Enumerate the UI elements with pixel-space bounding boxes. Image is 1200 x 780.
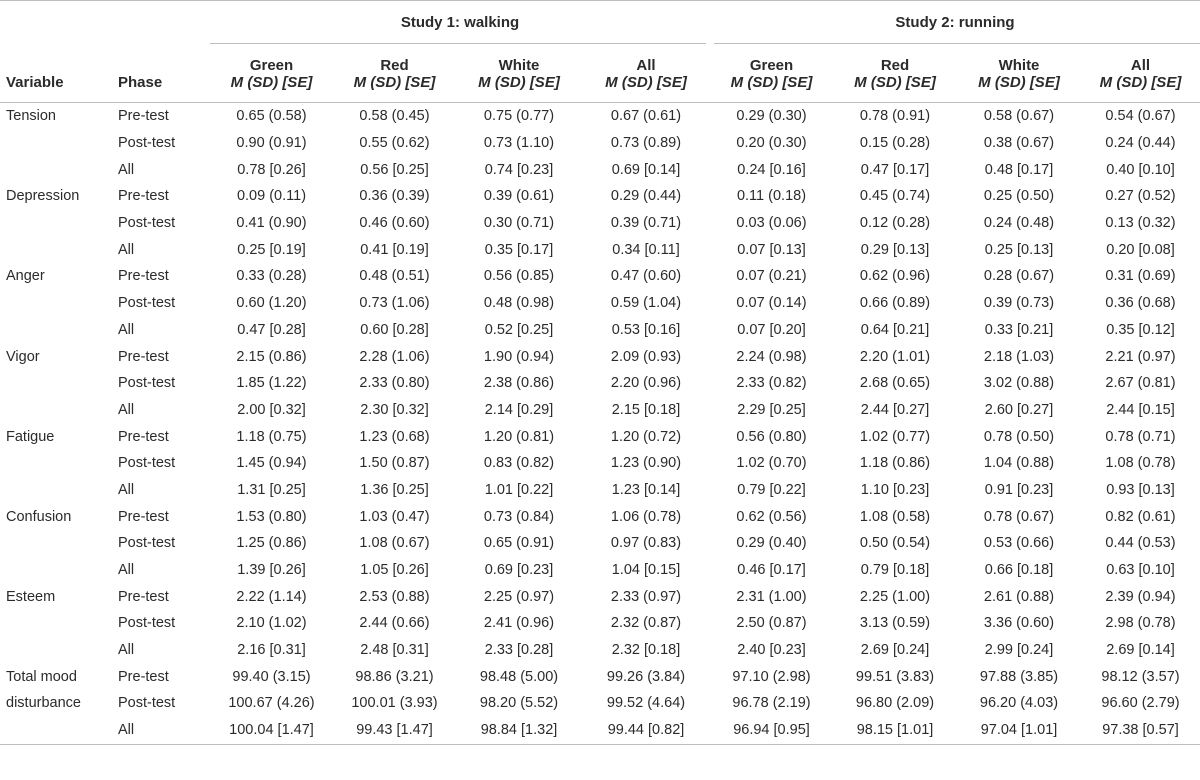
group-header: All (1130, 57, 1151, 74)
value-cell: 1.05 [0.26] (360, 562, 429, 579)
value-cell: 0.83 (0.82) (483, 455, 555, 472)
variable-cell (0, 370, 118, 397)
value-cell: 0.53 [0.16] (611, 321, 681, 338)
value-cell: 0.66 (0.89) (859, 295, 931, 312)
value-cell: 0.56 (0.85) (483, 268, 555, 285)
group-header: Green (749, 57, 794, 74)
value-cell: 2.09 (0.93) (610, 348, 682, 365)
phase-cell: Pre-test (118, 508, 169, 525)
value-cell: 0.63 [0.10] (1106, 562, 1175, 579)
phase-cell: Pre-test (118, 108, 169, 125)
value-cell: 0.07 (0.14) (736, 295, 807, 312)
value-cell: 0.44 (0.53) (1105, 535, 1176, 552)
value-cell: 0.38 (0.67) (983, 135, 1055, 152)
table-row (0, 690, 1200, 717)
value-cell: 0.64 [0.21] (860, 321, 930, 338)
table-row (0, 103, 1200, 130)
value-cell: 0.07 [0.13] (737, 241, 806, 258)
value-cell: 0.67 (0.61) (610, 108, 682, 125)
value-cell: 0.47 (0.60) (610, 268, 682, 285)
variable-cell: Fatigue (6, 428, 55, 445)
value-cell: 0.60 [0.28] (360, 321, 429, 338)
group-header: Green (249, 57, 294, 74)
table-row (0, 290, 1200, 317)
value-cell: 0.24 (0.44) (1105, 135, 1176, 152)
study2-title: Study 2: running (895, 13, 1015, 31)
variable-cell (0, 530, 118, 557)
value-cell: 1.23 (0.68) (359, 428, 430, 445)
group-header: Red (380, 57, 409, 74)
stat-label: M (SD) [SE] (854, 74, 936, 91)
value-cell: 2.20 (0.96) (610, 375, 682, 392)
value-cell: 0.36 (0.68) (1105, 295, 1176, 312)
value-cell: 2.25 (1.00) (859, 588, 931, 605)
bottom-rule (0, 744, 1200, 745)
value-cell: 0.52 [0.25] (484, 321, 554, 338)
phase-cell: All (118, 321, 135, 338)
table-row (0, 317, 1200, 344)
value-cell: 0.91 [0.23] (984, 481, 1054, 498)
value-cell: 0.20 (0.30) (736, 135, 807, 152)
table-row (0, 343, 1200, 370)
value-cell: 0.28 (0.67) (983, 268, 1055, 285)
value-cell: 0.73 (0.84) (483, 508, 555, 525)
value-cell: 0.47 [0.28] (237, 321, 306, 338)
group-header-row (0, 44, 1200, 74)
variable-cell (0, 130, 118, 157)
value-cell: 98.15 [1.01] (856, 722, 934, 739)
value-cell: 0.97 (0.83) (610, 535, 682, 552)
value-cell: 1.18 (0.86) (859, 455, 931, 472)
phase-cell: All (118, 481, 135, 498)
value-cell: 0.73 (0.89) (610, 135, 682, 152)
table-row (0, 637, 1200, 664)
value-cell: 0.90 (0.91) (236, 135, 307, 152)
value-cell: 2.20 (1.01) (859, 348, 931, 365)
value-cell: 2.99 [0.24] (984, 642, 1054, 659)
value-cell: 2.00 [0.32] (237, 401, 306, 418)
value-cell: 1.08 (0.78) (1105, 455, 1176, 472)
value-cell: 2.31 (1.00) (736, 588, 807, 605)
value-cell: 0.55 (0.62) (359, 135, 430, 152)
variable-cell (0, 450, 118, 477)
value-cell: 1.02 (0.70) (736, 455, 807, 472)
value-cell: 0.40 [0.10] (1106, 161, 1175, 178)
stat-label: M (SD) [SE] (230, 74, 313, 91)
value-cell: 100.67 (4.26) (228, 695, 315, 712)
phase-header: Phase (118, 74, 163, 91)
value-cell: 2.50 (0.87) (736, 615, 807, 632)
value-cell: 2.14 [0.29] (484, 401, 554, 418)
phase-cell: Post-test (118, 695, 176, 712)
group-header: White (998, 57, 1040, 74)
value-cell: 1.90 (0.94) (483, 348, 555, 365)
phase-cell: All (118, 642, 135, 659)
stat-header-row (0, 74, 1200, 103)
value-cell: 2.39 (0.94) (1105, 588, 1176, 605)
value-cell: 2.53 (0.88) (359, 588, 430, 605)
value-cell: 0.30 (0.71) (483, 215, 555, 232)
stat-label: M (SD) [SE] (1099, 74, 1182, 91)
value-cell: 3.13 (0.59) (859, 615, 931, 632)
value-cell: 1.02 (0.77) (859, 428, 931, 445)
value-cell: 2.15 [0.18] (611, 401, 681, 418)
phase-cell: Post-test (118, 535, 176, 552)
value-cell: 0.25 [0.13] (984, 241, 1054, 258)
value-cell: 0.53 (0.66) (983, 535, 1055, 552)
value-cell: 0.07 (0.21) (736, 268, 807, 285)
value-cell: 0.66 [0.18] (984, 562, 1054, 579)
value-cell: 97.04 [1.01] (980, 722, 1058, 739)
variable-cell: Confusion (6, 508, 72, 525)
value-cell: 0.78 [0.26] (237, 161, 306, 178)
stat-label: M (SD) [SE] (478, 74, 560, 91)
value-cell: 2.21 (0.97) (1105, 348, 1176, 365)
value-cell: 2.24 (0.98) (736, 348, 807, 365)
value-cell: 100.04 [1.47] (229, 722, 314, 739)
value-cell: 1.39 [0.26] (237, 562, 306, 579)
value-cell: 2.69 [0.14] (1106, 642, 1175, 659)
value-cell: 0.31 (0.69) (1105, 268, 1176, 285)
value-cell: 0.39 (0.71) (610, 215, 682, 232)
variable-cell (0, 477, 118, 504)
value-cell: 1.25 (0.86) (236, 535, 307, 552)
stat-label: M (SD) [SE] (978, 74, 1060, 91)
value-cell: 0.79 [0.18] (860, 562, 930, 579)
value-cell: 0.29 (0.40) (736, 535, 807, 552)
value-cell: 1.08 (0.58) (859, 508, 931, 525)
value-cell: 98.12 (3.57) (1101, 668, 1180, 685)
table-row (0, 210, 1200, 237)
value-cell: 96.94 [0.95] (733, 722, 810, 739)
value-cell: 0.41 (0.90) (236, 215, 307, 232)
value-cell: 0.46 (0.60) (359, 215, 430, 232)
value-cell: 0.07 [0.20] (737, 321, 806, 338)
value-cell: 2.61 (0.88) (983, 588, 1055, 605)
variable-cell: Esteem (6, 588, 56, 605)
value-cell: 98.20 (5.52) (479, 695, 559, 712)
value-cell: 1.85 (1.22) (236, 375, 307, 392)
value-cell: 0.62 (0.56) (736, 508, 807, 525)
variable-cell (0, 397, 118, 424)
value-cell: 0.48 (0.98) (483, 295, 555, 312)
value-cell: 0.78 (0.91) (859, 108, 931, 125)
value-cell: 0.12 (0.28) (859, 215, 931, 232)
variable-cell (0, 290, 118, 317)
table-row (0, 477, 1200, 504)
value-cell: 0.27 (0.52) (1105, 188, 1176, 205)
value-cell: 2.38 (0.86) (483, 375, 555, 392)
study1-title: Study 1: walking (400, 13, 520, 31)
value-cell: 1.45 (0.94) (236, 455, 307, 472)
phase-cell: Pre-test (118, 588, 169, 605)
table-row (0, 717, 1200, 744)
value-cell: 0.69 [0.14] (611, 161, 681, 178)
value-cell: 0.24 (0.48) (983, 215, 1055, 232)
value-cell: 0.74 [0.23] (484, 161, 554, 178)
variable-cell: Vigor (6, 348, 40, 365)
value-cell: 1.20 (0.72) (610, 428, 682, 445)
table-row (0, 530, 1200, 557)
variable-cell: Depression (6, 188, 80, 205)
table-row (0, 263, 1200, 290)
value-cell: 99.26 (3.84) (606, 668, 686, 685)
value-cell: 2.33 (0.80) (359, 375, 430, 392)
value-cell: 1.23 [0.14] (611, 481, 681, 498)
value-cell: 0.58 (0.45) (359, 108, 430, 125)
value-cell: 1.18 (0.75) (236, 428, 307, 445)
value-cell: 99.52 (4.64) (606, 695, 686, 712)
table-row (0, 370, 1200, 397)
phase-cell: All (118, 161, 135, 178)
value-cell: 96.78 (2.19) (732, 695, 811, 712)
value-cell: 0.54 (0.67) (1105, 108, 1176, 125)
variable-cell: Total mood (6, 668, 77, 685)
variable-cell (0, 610, 118, 637)
value-cell: 2.10 (1.02) (236, 615, 307, 632)
value-cell: 98.84 [1.32] (480, 722, 558, 739)
stat-label: M (SD) [SE] (353, 74, 436, 91)
value-cell: 0.39 (0.61) (483, 188, 555, 205)
table-row (0, 610, 1200, 637)
value-cell: 2.16 [0.31] (237, 642, 306, 659)
variable-cell (0, 156, 118, 183)
value-cell: 3.36 (0.60) (983, 615, 1055, 632)
value-cell: 99.43 [1.47] (356, 722, 433, 739)
value-cell: 1.10 [0.23] (860, 481, 930, 498)
value-cell: 0.50 (0.54) (859, 535, 931, 552)
value-cell: 2.98 (0.78) (1105, 615, 1176, 632)
value-cell: 2.22 (1.14) (236, 588, 307, 605)
value-cell: 0.48 [0.17] (984, 161, 1054, 178)
value-cell: 2.60 [0.27] (984, 401, 1054, 418)
table-row (0, 663, 1200, 690)
value-cell: 1.36 [0.25] (360, 481, 429, 498)
table-row (0, 156, 1200, 183)
phase-cell: All (118, 722, 135, 739)
value-cell: 0.48 (0.51) (359, 268, 430, 285)
table-row (0, 423, 1200, 450)
table-row (0, 450, 1200, 477)
value-cell: 0.69 [0.23] (484, 562, 554, 579)
phase-cell: Pre-test (118, 268, 169, 285)
variable-cell (0, 557, 118, 584)
phase-cell: Post-test (118, 135, 176, 152)
value-cell: 0.59 (1.04) (610, 295, 682, 312)
phase-cell: Pre-test (118, 188, 169, 205)
value-cell: 2.33 [0.28] (484, 642, 554, 659)
value-cell: 0.46 [0.17] (737, 562, 806, 579)
value-cell: 98.86 (3.21) (355, 668, 434, 685)
phase-cell: All (118, 401, 135, 418)
value-cell: 2.33 (0.82) (736, 375, 807, 392)
value-cell: 0.65 (0.91) (483, 535, 555, 552)
value-cell: 2.40 [0.23] (737, 642, 806, 659)
phase-cell: Post-test (118, 615, 176, 632)
value-cell: 0.20 [0.08] (1106, 241, 1175, 258)
value-cell: 0.78 (0.71) (1105, 428, 1176, 445)
table-row (0, 583, 1200, 610)
value-cell: 99.51 (3.83) (855, 668, 935, 685)
value-cell: 0.82 (0.61) (1105, 508, 1176, 525)
variable-cell (0, 317, 118, 344)
table-row (0, 236, 1200, 263)
value-cell: 0.09 (0.11) (236, 188, 307, 205)
value-cell: 2.68 (0.65) (859, 375, 931, 392)
table-row (0, 183, 1200, 210)
value-cell: 0.29 (0.44) (610, 188, 682, 205)
value-cell: 97.88 (3.85) (979, 668, 1059, 685)
value-cell: 2.25 (0.97) (483, 588, 555, 605)
value-cell: 0.73 (1.10) (483, 135, 555, 152)
value-cell: 97.38 [0.57] (1102, 722, 1179, 739)
value-cell: 1.53 (0.80) (236, 508, 307, 525)
value-cell: 0.25 [0.19] (237, 241, 306, 258)
value-cell: 1.01 [0.22] (484, 481, 554, 498)
value-cell: 0.39 (0.73) (983, 295, 1055, 312)
value-cell: 2.18 (1.03) (983, 348, 1055, 365)
value-cell: 2.67 (0.81) (1105, 375, 1176, 392)
value-cell: 2.48 [0.31] (360, 642, 429, 659)
value-cell: 0.29 [0.13] (860, 241, 930, 258)
value-cell: 2.32 [0.18] (611, 642, 681, 659)
value-cell: 0.56 [0.25] (360, 161, 429, 178)
value-cell: 1.04 (0.88) (983, 455, 1055, 472)
value-cell: 1.03 (0.47) (359, 508, 430, 525)
value-cell: 1.31 [0.25] (237, 481, 306, 498)
study-header-row (0, 1, 1200, 44)
group-header: Red (880, 57, 910, 74)
value-cell: 3.02 (0.88) (983, 375, 1055, 392)
value-cell: 0.03 (0.06) (736, 215, 807, 232)
value-cell: 0.33 (0.28) (236, 268, 307, 285)
group-header: All (636, 57, 656, 74)
value-cell: 100.01 (3.93) (351, 695, 438, 712)
value-cell: 0.78 (0.67) (983, 508, 1055, 525)
phase-cell: Pre-test (118, 428, 169, 445)
value-cell: 1.08 (0.67) (359, 535, 430, 552)
table-row (0, 557, 1200, 584)
value-cell: 0.33 [0.21] (984, 321, 1054, 338)
value-cell: 0.78 (0.50) (983, 428, 1055, 445)
value-cell: 0.79 [0.22] (737, 481, 806, 498)
value-cell: 0.13 (0.32) (1105, 215, 1176, 232)
value-cell: 0.15 (0.28) (859, 135, 931, 152)
stat-label: M (SD) [SE] (605, 74, 687, 91)
value-cell: 1.50 (0.87) (359, 455, 430, 472)
value-cell: 1.20 (0.81) (483, 428, 555, 445)
phase-cell: All (118, 241, 135, 258)
value-cell: 96.80 (2.09) (855, 695, 935, 712)
value-cell: 99.40 (3.15) (232, 668, 311, 685)
variable-cell (0, 637, 118, 664)
value-cell: 0.34 [0.11] (612, 241, 680, 258)
phase-cell: Post-test (118, 375, 176, 392)
value-cell: 2.44 [0.27] (860, 401, 930, 418)
variable-header: Variable (6, 74, 64, 91)
value-cell: 1.06 (0.78) (610, 508, 682, 525)
value-cell: 0.65 (0.58) (236, 108, 307, 125)
value-cell: 2.30 [0.32] (360, 401, 429, 418)
value-cell: 0.36 (0.39) (359, 188, 430, 205)
value-cell: 0.58 (0.67) (983, 108, 1055, 125)
variable-cell (0, 717, 118, 744)
value-cell: 0.24 [0.16] (737, 161, 806, 178)
value-cell: 0.35 [0.17] (484, 241, 554, 258)
value-cell: 0.45 (0.74) (859, 188, 931, 205)
value-cell: 99.44 [0.82] (607, 722, 685, 739)
phase-cell: All (118, 562, 135, 579)
value-cell: 0.11 (0.18) (736, 188, 807, 205)
phase-cell: Pre-test (118, 348, 169, 365)
value-cell: 0.47 [0.17] (860, 161, 930, 178)
value-cell: 1.04 [0.15] (611, 562, 681, 579)
table-body (0, 103, 1200, 744)
value-cell: 2.41 (0.96) (483, 615, 555, 632)
value-cell: 0.93 [0.13] (1106, 481, 1175, 498)
value-cell: 0.60 (1.20) (236, 295, 307, 312)
value-cell: 96.20 (4.03) (979, 695, 1059, 712)
variable-cell: Tension (6, 108, 56, 125)
table-row (0, 397, 1200, 424)
table-row (0, 130, 1200, 157)
value-cell: 97.10 (2.98) (732, 668, 811, 685)
value-cell: 0.41 [0.19] (360, 241, 429, 258)
value-cell: 0.56 (0.80) (736, 428, 807, 445)
value-cell: 0.75 (0.77) (483, 108, 555, 125)
value-cell: 2.28 (1.06) (359, 348, 430, 365)
value-cell: 1.23 (0.90) (610, 455, 682, 472)
variable-cell (0, 210, 118, 237)
value-cell: 96.60 (2.79) (1101, 695, 1180, 712)
value-cell: 0.29 (0.30) (736, 108, 807, 125)
phase-cell: Post-test (118, 455, 176, 472)
value-cell: 2.15 (0.86) (236, 348, 307, 365)
value-cell: 0.25 (0.50) (983, 188, 1055, 205)
variable-cell (0, 236, 118, 263)
table-row (0, 503, 1200, 530)
variable-cell: Anger (6, 268, 45, 285)
value-cell: 98.48 (5.00) (479, 668, 559, 685)
variable-cell: disturbance (6, 695, 81, 712)
value-cell: 0.73 (1.06) (359, 295, 430, 312)
value-cell: 2.33 (0.97) (610, 588, 682, 605)
phase-cell: Post-test (118, 215, 176, 232)
phase-cell: Pre-test (118, 668, 169, 685)
value-cell: 0.35 [0.12] (1106, 321, 1175, 338)
value-cell: 2.32 (0.87) (610, 615, 682, 632)
value-cell: 2.44 (0.66) (359, 615, 430, 632)
stat-label: M (SD) [SE] (730, 74, 813, 91)
value-cell: 2.29 [0.25] (737, 401, 806, 418)
value-cell: 2.69 [0.24] (860, 642, 930, 659)
group-header: White (498, 57, 540, 74)
value-cell: 0.62 (0.96) (859, 268, 931, 285)
value-cell: 2.44 [0.15] (1106, 401, 1175, 418)
phase-cell: Post-test (118, 295, 176, 312)
